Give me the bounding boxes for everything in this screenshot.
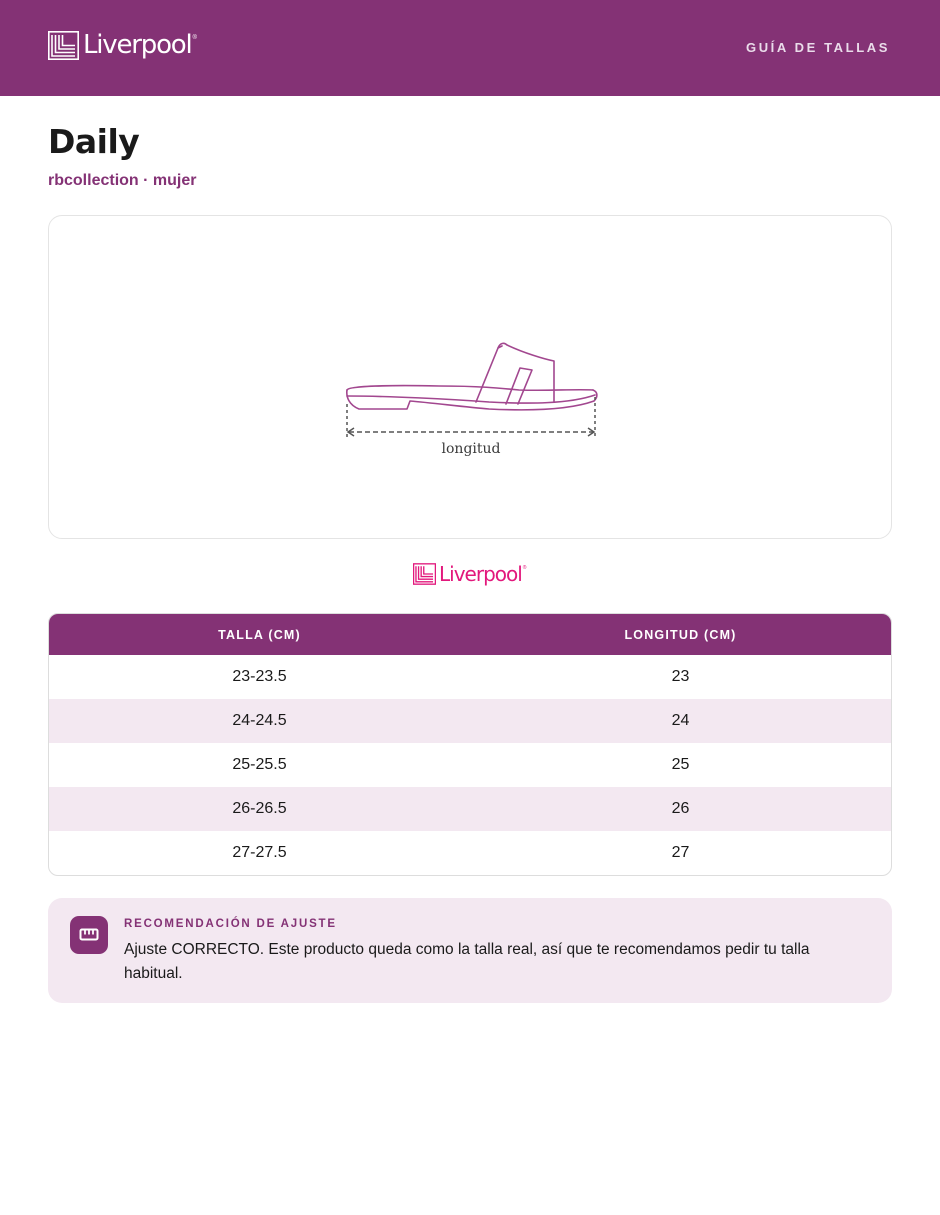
fit-recommendation-box — [48, 898, 892, 1003]
registered-mark: ® — [522, 565, 527, 571]
size-cell: 26-26.5 — [232, 800, 287, 817]
length-label: longitud — [441, 441, 501, 457]
length-cell: 25 — [671, 756, 690, 773]
column-header-size: TALLA (CM) — [218, 627, 301, 642]
table-row — [49, 787, 891, 831]
sandal-strap — [476, 343, 554, 402]
product-title: Daily — [48, 122, 140, 161]
product-subtitle: rbcollection · mujer — [48, 172, 197, 189]
size-guide-nav-link[interactable]: GUÍA DE TALLAS — [745, 40, 890, 55]
length-cell: 27 — [671, 844, 690, 861]
header-bar — [0, 0, 940, 96]
sandal-illustration-card — [48, 215, 892, 539]
sandal-sole — [347, 390, 597, 410]
fit-recommendation-text: Ajuste CORRECTO. Este producto queda como la talla real, así que te recomendamos pedir tu talla habitual. — [124, 941, 810, 982]
size-cell: 23-23.5 — [232, 668, 287, 685]
registered-mark: ® — [192, 35, 197, 41]
length-cell: 23 — [671, 668, 690, 685]
logo-wordmark: Liverpool — [439, 562, 522, 586]
sandal-illustration — [49, 216, 893, 540]
table-row — [49, 743, 891, 787]
table-row — [49, 831, 891, 875]
length-cell: 24 — [671, 712, 690, 729]
liverpool-logo[interactable] — [48, 31, 197, 60]
size-cell: 25-25.5 — [232, 756, 287, 773]
table-row — [49, 699, 891, 743]
logo-wordmark: Liverpool — [83, 30, 192, 60]
size-cell: 24-24.5 — [232, 712, 287, 729]
liverpool-logo-icon — [48, 31, 79, 60]
fit-recommendation-label: RECOMENDACIÓN DE AJUSTE — [124, 918, 337, 930]
sandal-strap-cutout — [506, 368, 532, 404]
sandal-footbed — [347, 386, 593, 391]
size-table — [48, 613, 892, 876]
column-header-length: LONGITUD (CM) — [624, 627, 737, 642]
table-header-row — [49, 614, 891, 655]
liverpool-brand-logo — [413, 563, 526, 585]
liverpool-logo-icon — [413, 563, 436, 585]
length-cell: 26 — [671, 800, 690, 817]
size-cell: 27-27.5 — [232, 844, 287, 861]
table-row — [49, 655, 891, 699]
ruler-icon — [70, 916, 108, 954]
